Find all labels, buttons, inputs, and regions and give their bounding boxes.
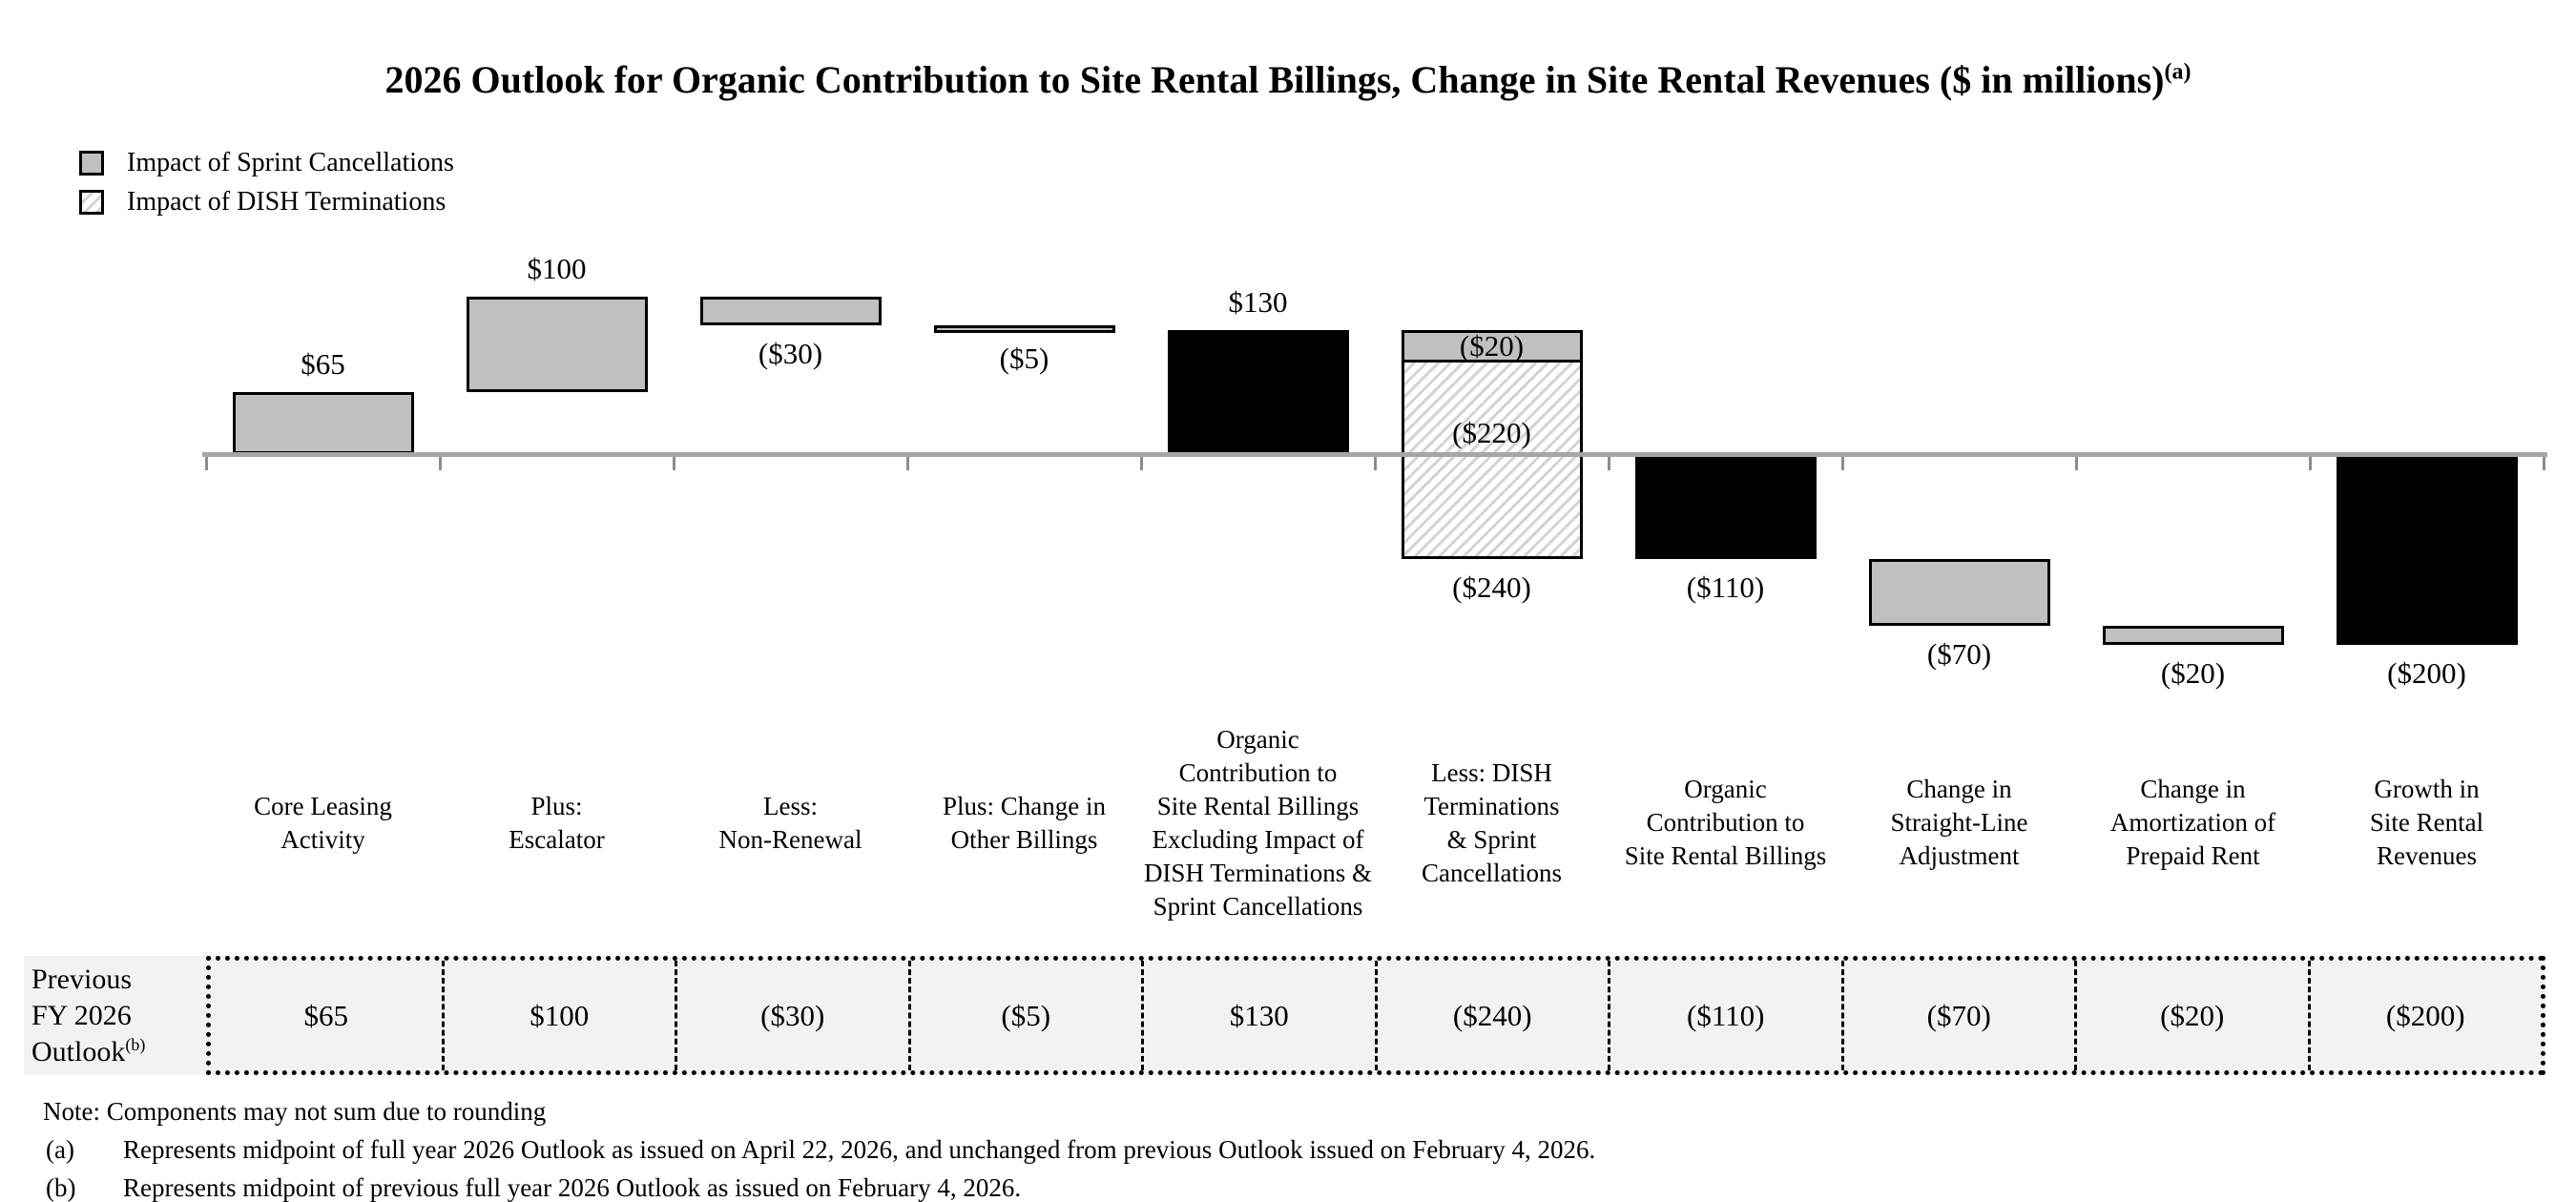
category-label-line: Site Rental Billings [1156,791,1360,820]
category-label-line: Sprint Cancellations [1153,891,1363,921]
category-label-line: Straight-Line [1890,808,2028,837]
previous-outlook-table [0,956,2576,1075]
segment-value-label: ($20) [1459,329,1525,363]
category-label-line: Less: DISH [1431,757,1552,787]
footnote-b [46,1173,1021,1202]
footnote-a-text: Represents midpoint of full year 2026 Outlook as issued on April 22, 2026, and unchanged from previous Outlook issued on February 4, 2026. [123,1135,1596,1164]
category-label-line: Growth in [2374,775,2480,803]
table-footnote-marker: (b) [125,1034,146,1054]
category-label-line: Amortization of [2109,808,2276,837]
category-label-line: Site Rental Billings [1624,841,1827,870]
legend-item-label: Impact of Sprint Cancellations [127,147,454,177]
chart-title-text: 2026 Outlook for Organic Contribution to Site Rental Billings, Change in Site Rental Revenues ($ in millions) [384,58,2165,101]
category-label-line: Activity [280,824,365,854]
footnote-b-marker: (b) [46,1173,76,1202]
category-label-line: Organic [1216,724,1299,754]
table-value-cell: ($70) [1841,961,2075,1070]
table-row-header-line: FY 2026 [31,999,132,1031]
category-label-line: Terminations [1423,791,1560,820]
bar-value-label: ($200) [2387,656,2466,690]
category-label-line: Non-Renewal [718,824,862,854]
category-label [674,715,907,930]
waterfall-bar [2103,626,2284,645]
waterfall-bar [934,325,1115,333]
waterfall-bar [233,392,414,454]
category-label-line: Organic [1684,775,1767,803]
x-axis-line [202,452,2547,457]
category-label [1842,715,2076,930]
bar-value-label: ($30) [758,337,823,370]
category-label-line: Revenues [2377,841,2477,870]
category-label-line: Plus: [530,791,583,820]
bar-value-label: $65 [301,347,345,381]
table-value-cell: $130 [1141,961,1375,1070]
category-label-line: Core Leasing [254,791,392,820]
category-label-line: DISH Terminations & [1143,858,1373,887]
category-label-line: & Sprint [1446,824,1537,854]
table-row-header-line: Previous [31,963,132,995]
table-row-header-line: Outlook$^{(b)}$ [31,1034,146,1067]
category-label [206,715,440,930]
bar-value-label: ($70) [1926,637,1992,671]
table-value-cell: ($200) [2308,961,2542,1070]
category-label [2076,715,2310,930]
waterfall-bar-segmented [1402,330,1583,559]
table-value-cell: $65 [303,998,348,1032]
category-label-line: Cancellations [1422,858,1562,887]
table-value-cell: ($110) [1608,961,1841,1070]
footnote-a-marker: (a) [46,1135,74,1164]
category-label-line: Contribution to [1178,757,1338,787]
category-label-line: Site Rental [2369,808,2484,837]
bar-value-label: ($20) [2160,656,2226,690]
category-label [2310,715,2544,930]
waterfall-bar [1168,330,1349,454]
table-value-cell: ($30) [675,961,908,1070]
bar-value-label: $130 [1228,285,1288,319]
bar-segment-sprint-cancellations [1402,330,1583,363]
footnote-note: Note: Components may not sum due to rounding [43,1097,547,1126]
category-label [907,715,1141,930]
category-label-line: Contribution to [1646,808,1805,837]
category-label-line: Other Billings [950,824,1098,854]
category-label-line: Prepaid Rent [2126,841,2260,870]
category-label-line: Change in [2140,775,2246,803]
legend-item-label: Impact of DISH Terminations [127,186,447,217]
footnote-b-text: Represents midpoint of previous full year 2026 Outlook as issued on February 4, 2026. [123,1173,1022,1202]
waterfall-bar [1869,559,2050,626]
table-value-cell: $100 [442,961,675,1070]
table-value-cell: ($240) [1375,961,1609,1070]
category-label [1609,715,1842,930]
category-label-line: Change in [1906,775,2012,803]
footnote-a [46,1135,1595,1165]
category-label [1141,715,1375,930]
category-label [440,715,674,930]
bar-value-label: ($5) [999,342,1049,375]
bar-value-label: ($240) [1452,570,1531,604]
category-label-line: Excluding Impact of [1152,824,1364,854]
waterfall-bar [2337,454,2518,645]
category-label-line: Escalator [509,824,605,854]
table-value-cell: ($5) [908,961,1142,1070]
table-value-cell: ($20) [2074,961,2308,1070]
waterfall-bar [1635,454,1817,559]
bar-value-label: ($110) [1686,570,1765,604]
category-label-line: Adjustment [1899,841,2020,870]
waterfall-bar [700,297,882,325]
category-label-line: Less: [763,791,818,820]
waterfall-bar [467,297,648,392]
bar-value-label: $100 [527,252,587,285]
chart-title-footnote-marker: (a) [2164,59,2192,85]
table-values-row [206,956,2545,1075]
category-label-line: Plus: Change in [942,791,1106,820]
segment-value-label: ($220) [1452,415,1531,449]
category-label [1375,715,1609,930]
bar-segment-dish-terminations [1402,360,1583,559]
table-row-header [24,956,206,1075]
